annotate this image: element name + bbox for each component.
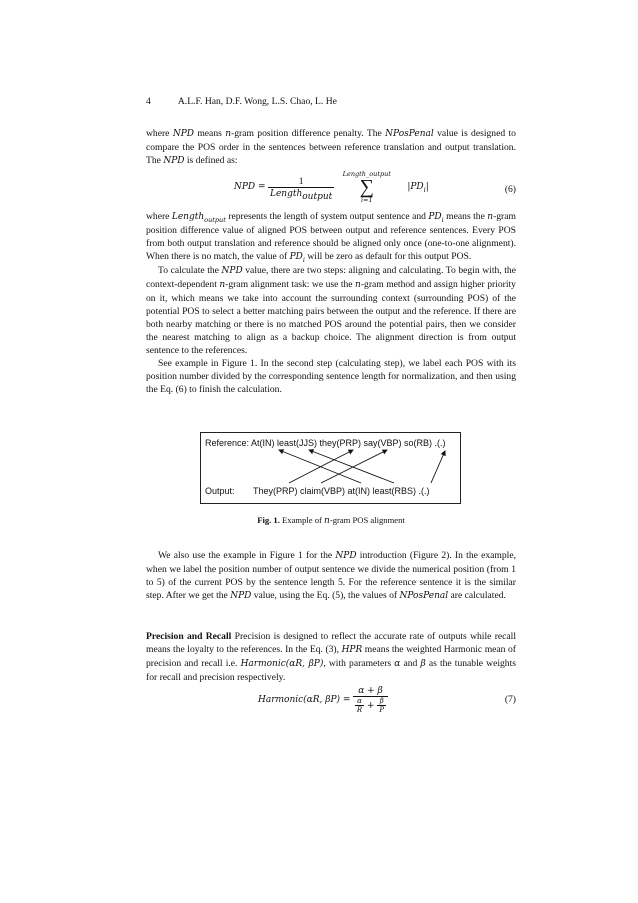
eq7-beta-over-p (377, 697, 386, 714)
paragraph-precision-recall (146, 630, 516, 684)
figure-reference-line: Reference: At(IN) least(JJS) they(PRP) say(VBP) so(RB) .(.) (205, 438, 446, 448)
text-run: means the (443, 211, 488, 222)
arrow-claim (321, 450, 387, 483)
math-sub-i: i (441, 215, 444, 224)
text-run: means the weighted Harmonic mean of precision and recall i.e. (146, 644, 517, 669)
sum-upper-limit: Length_output (342, 170, 391, 178)
math-pd-i (290, 252, 305, 262)
math-n: n (219, 280, 226, 290)
math-length: Length (269, 188, 303, 199)
math-sub-output: output (302, 191, 333, 202)
math-pd: PD (428, 212, 442, 222)
math-pd: PD (289, 252, 303, 262)
arrow-period (431, 451, 445, 483)
math-npd: NPD (335, 551, 357, 561)
eq6-frac-den (268, 187, 334, 202)
page-number: 4 (146, 96, 151, 107)
output-label: Output: (205, 486, 235, 496)
math-beta: β (420, 659, 426, 669)
text-run: -gram method and assign higher priority on it, which means we take into account the surrounding context (surrounding POS) of the potential POS to select a better matching pairs between the output and the reference. If there are both nearby matching or there is no matched POS around the potential pairs, then we consider the nearest matching to align as a backup choice. The alignment direction is from output sentence to the references. (146, 279, 516, 356)
text-run: value, using the Eq. (5), the values of (251, 590, 400, 601)
section-heading: Precision and Recall (146, 631, 232, 642)
math-pd: |PD (407, 182, 424, 192)
eq6-lhs: NPD = (234, 182, 266, 192)
math-length: Length (171, 212, 205, 222)
paragraph-length-definition (146, 210, 516, 396)
math-harmonic: Harmonic(αR, βP) (240, 659, 324, 669)
math-p: P (379, 706, 385, 714)
text-run: will be zero as default for this output POS. (304, 251, 472, 262)
math-sub-i: i (423, 185, 426, 194)
math-hpr: HPR (341, 645, 363, 655)
eq7-fraction (353, 686, 388, 714)
math-n: n (324, 516, 330, 526)
output-sentence: They(PRP) claim(VBP) at(IN) least(RBS) .(.) (253, 486, 430, 496)
text-run: introduction (Figure 2). In the example, when we label the position number of output sentence we divide the numerical position (from 1 to 5) of the current POS by the sentence length 5. For the reference sentence it is the similar step. After we get the (146, 550, 517, 601)
math-sub-output: output (204, 215, 226, 224)
text-run: -gram position difference value of aligned POS between output and reference sentences. Every POS from both output translation and reference should be aligned only once (one-to-one alignment). When there is no match, the value of (146, 211, 516, 262)
paragraph-see-example: See example in Figure 1. In the second step (calculating step), we label each POS with its position number divided by the corresponding sentence length for normalization, and then using the Eq. (6) to finish the calculation. (146, 358, 516, 395)
sum-sign: ∑ (359, 176, 374, 198)
running-header (146, 96, 337, 107)
math-n: n (487, 212, 494, 222)
eq6-frac-num: 1 (298, 175, 304, 187)
eq6-fraction (268, 175, 334, 202)
eq7-alpha-over-r (355, 697, 364, 714)
math-npd: NPD (163, 156, 185, 166)
text-run: To calculate the (158, 265, 222, 276)
math-npd: NPD (230, 591, 252, 601)
eq7-lhs: Harmonic(αR, βP) = (258, 695, 351, 705)
text-run: Precision is designed to reflect the accurate rate of outputs while recall means the loyalty to the references. In the Eq. (3), (146, 631, 516, 655)
math-length-output (172, 212, 226, 222)
text-run: We also use the example in Figure 1 for the (158, 550, 336, 561)
caption-label: Fig. 1. (257, 515, 280, 525)
eq6-term (407, 182, 428, 192)
text-run: value, there are two steps: aligning and calculating. To begin with, the context-dependent (146, 265, 516, 290)
arrow-at (279, 450, 361, 483)
math-plus: + (364, 701, 378, 711)
text-run: Example of (279, 515, 325, 525)
figure-caption (146, 515, 516, 526)
math-n: n (355, 280, 361, 290)
math-n: n (225, 129, 232, 139)
math-npospenal: NPosPenal (385, 129, 434, 139)
paragraph-npd-intro (146, 127, 516, 168)
figure-1-alignment-box (200, 432, 461, 504)
math-pd-i (428, 212, 443, 222)
text-run: -gram POS alignment (329, 515, 405, 525)
text-run: value is designed to compare the POS order in the sentences between reference translation and output translation. The (146, 128, 516, 166)
math-npd: NPD (221, 266, 243, 276)
math-npospenal: NPosPenal (399, 591, 449, 601)
math-npd: NPD (172, 129, 194, 139)
text-run: where (146, 211, 172, 222)
text-run: represents the length of system output sentence and (225, 211, 429, 222)
text-run: and (400, 658, 421, 669)
math-alpha: α (357, 697, 362, 705)
sum-lower-limit: i=1 (360, 196, 373, 204)
eq7-numerator: α + β (358, 686, 383, 696)
text-run: where (146, 128, 173, 139)
paragraph-figure-example (146, 549, 516, 603)
equation-number: (6) (504, 184, 516, 195)
equation-number: (7) (504, 694, 516, 705)
text-run: , with parameters (323, 658, 395, 669)
text-run: is defined as: (184, 155, 238, 166)
math-alpha: α (394, 659, 401, 669)
text-run: -gram alignment task: we use the (225, 279, 356, 290)
header-authors: A.L.F. Han, D.F. Wong, L.S. Chao, L. He (177, 96, 337, 107)
eq6-summation (343, 170, 391, 204)
text-run: are calculated. (448, 590, 506, 601)
text-run: -gram position difference penalty. The (231, 128, 386, 139)
math-r: R (356, 706, 363, 714)
figure-output-line (205, 486, 430, 496)
eq7-denominator (353, 696, 388, 714)
text-run: means (193, 128, 226, 139)
math-bar: | (425, 182, 429, 192)
math-sub-i: i (302, 255, 305, 264)
text-run: as the tunable weights for recall and precision respectively. (146, 658, 517, 683)
math-beta: β (379, 697, 384, 705)
